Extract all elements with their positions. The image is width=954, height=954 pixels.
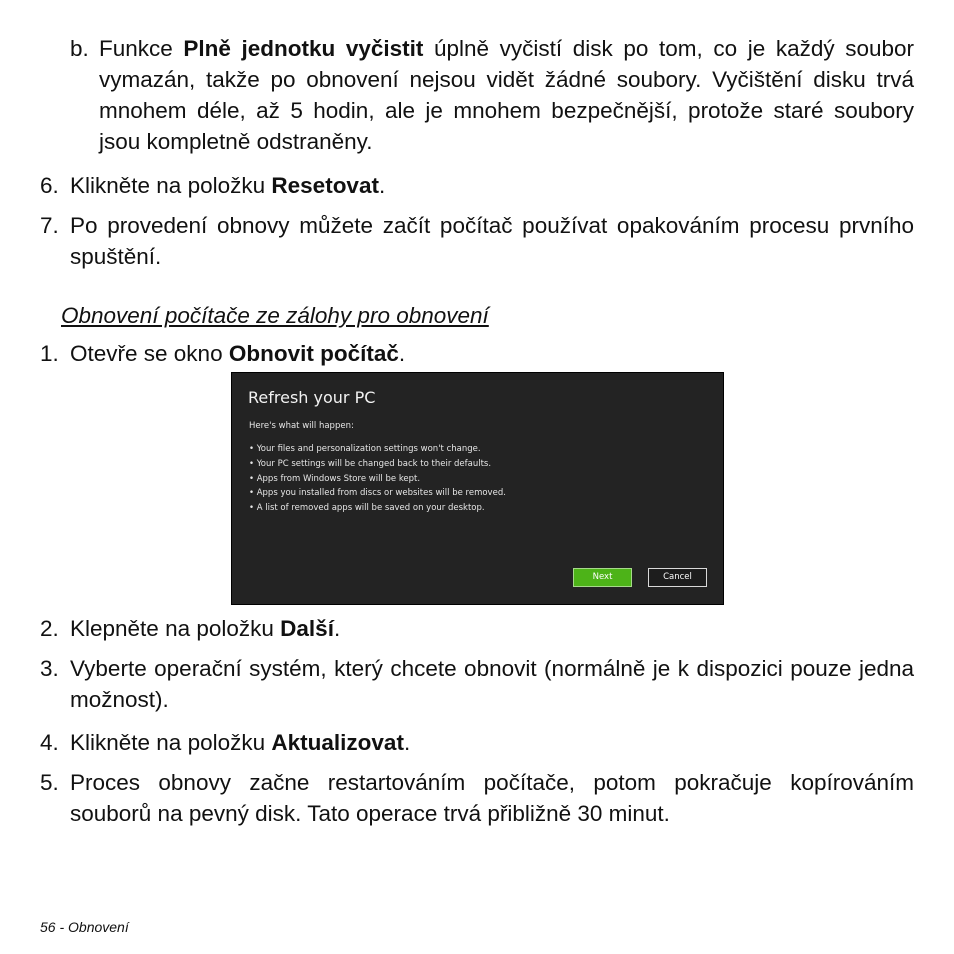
cancel-button[interactable]: Cancel [648, 568, 707, 587]
list-item-text: Po provedení obnovy můžete začít počítač používat opakováním procesu prvního spuštění. [70, 213, 914, 269]
list-item-5 [40, 767, 914, 829]
dialog-bullet: • Apps from Windows Store will be kept. [249, 472, 506, 487]
list-item-text: Klikněte na položku Aktualizovat. [70, 730, 411, 755]
list-item-1 [40, 338, 914, 369]
list-item-3 [40, 653, 914, 715]
dialog-subtitle: Here's what will happen: [249, 421, 354, 431]
list-marker: 1. [40, 341, 59, 366]
list-item-text: Otevře se okno Obnovit počítač. [70, 341, 406, 366]
list-item-text: Proces obnovy začne restartováním počítače, potom pokračuje kopírováním souborů na pevný disk. Tato operace trvá přibližně 30 minut. [70, 770, 914, 826]
list-item-b [70, 33, 914, 157]
list-marker: 7. [40, 213, 59, 238]
list-item-text: Klikněte na položku Resetovat. [70, 173, 386, 198]
list-item-6 [40, 170, 914, 201]
dialog-bullet: • A list of removed apps will be saved on your desktop. [249, 501, 506, 516]
list-marker: b. [70, 36, 89, 61]
list-marker: 4. [40, 730, 59, 755]
dialog-bullet: • Your PC settings will be changed back to their defaults. [249, 457, 506, 472]
page-footer: 56 - Obnovení [40, 919, 129, 935]
refresh-pc-screenshot [231, 372, 724, 605]
dialog-title: Refresh your PC [248, 388, 376, 407]
section-heading: Obnovení počítače ze zálohy pro obnovení [61, 303, 489, 328]
list-marker: 5. [40, 770, 59, 795]
dialog-bullet: • Apps you installed from discs or websites will be removed. [249, 486, 506, 501]
list-item-text: Vyberte operační systém, který chcete obnovit (normálně je k dispozici pouze jedna možnost). [70, 656, 914, 712]
next-button[interactable]: Next [573, 568, 632, 587]
list-item-text: Klepněte na položku Další. [70, 616, 341, 641]
list-marker: 2. [40, 616, 59, 641]
list-item-7 [40, 210, 914, 272]
list-item-4 [40, 727, 914, 758]
list-marker: 3. [40, 656, 59, 681]
dialog-bullet: • Your files and personalization settings won't change. [249, 442, 506, 457]
dialog-bullet-list [249, 442, 506, 516]
list-item-text: Funkce Plně jednotku vyčistit úplně vyčistí disk po tom, co je každý soubor vymazán, takže po obnovení nejsou vidět žádné soubory. Vyčištění disku trvá mnohem déle, až 5 hodin, ale je mnohem bezpečnější, protože staré soubory jsou kompletně odstraněny. [99, 36, 914, 154]
list-item-2 [40, 613, 914, 644]
list-marker: 6. [40, 173, 59, 198]
